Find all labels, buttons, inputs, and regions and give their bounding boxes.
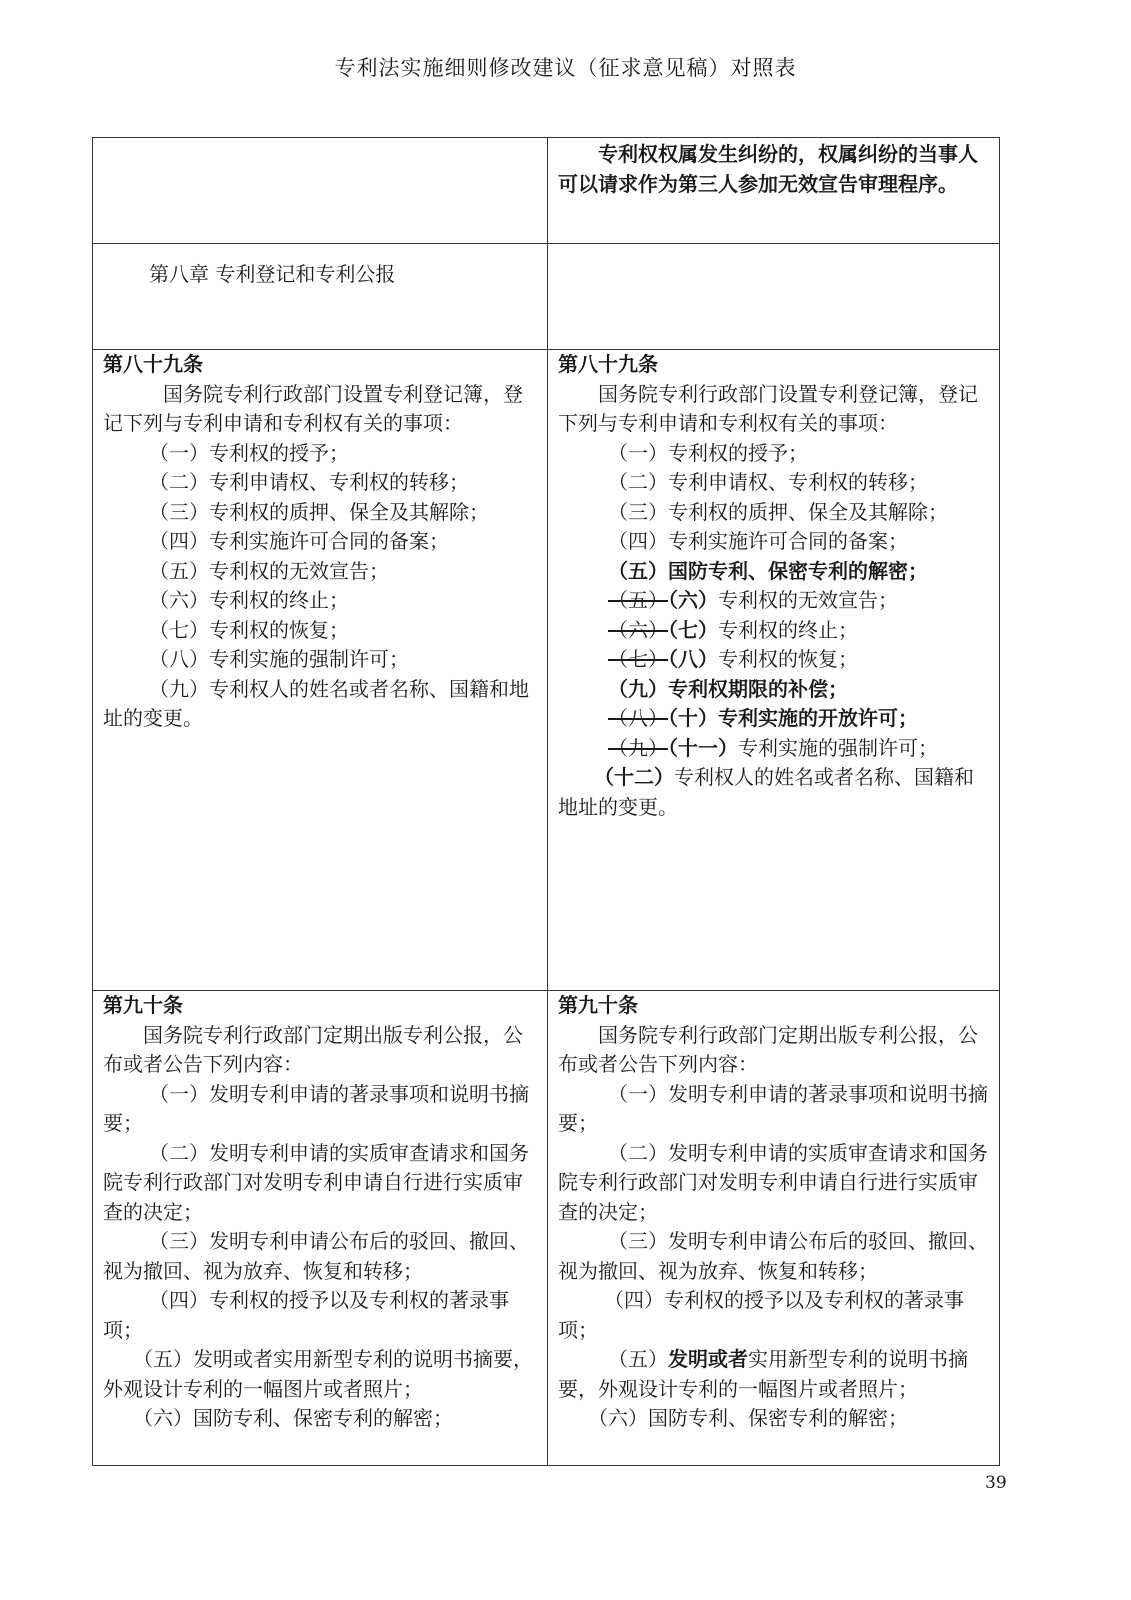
article-intro: 国务院专利行政部门设置专利登记簿，登记下列与专利申请和专利权有关的事项： [103,381,523,435]
deleted-number: （九） [608,735,668,760]
new-number: （十二） [594,765,674,789]
article-title: 第八十九条 [558,352,658,376]
deleted-number: （五） [608,588,668,612]
page-number: 39 [985,1473,1007,1493]
list-item-revised [558,763,991,822]
article-title: 第八十九条 [103,352,203,376]
list-item: （一）专利权的授予； [149,440,349,465]
revised-text: 发明或者 [668,1347,748,1371]
new-number: （六） [668,588,718,612]
list-item: （二）发明专利申请的实质审查请求和国务院专利行政部门对发明专利申请自行进行实质审查的决定； [103,1140,529,1224]
deleted-number: （七） [608,647,668,671]
comparison-table [92,137,1000,1466]
list-item: （三）专利权的质押、保全及其解除； [149,499,489,524]
item-text: 专利权的无效宣告； [718,588,898,612]
right-cell-art90 [548,991,1000,1466]
deleted-number: （八） [608,706,668,730]
deleted-number: （六） [608,617,668,642]
article-intro: 国务院专利行政部门定期出版专利公报，公布或者公告下列内容： [558,1022,978,1076]
table-row [93,350,1000,991]
new-number: （七） [668,617,718,642]
list-item-revised [558,645,991,675]
article-intro: 国务院专利行政部门定期出版专利公报，公布或者公告下列内容： [103,1022,523,1076]
item-text: 专利权人的姓名或者名称、国籍和地址的变更。 [558,765,974,819]
chapter-heading: 第八章 专利登记和专利公报 [149,262,396,286]
list-item: （一）发明专利申请的著录事项和说明书摘要； [103,1081,529,1135]
right-cell [548,244,1000,350]
list-item: （三）发明专利申请公布后的驳回、撤回、视为撤回、视为放弃、恢复和转移； [558,1229,988,1283]
list-item-revised [558,1345,991,1404]
table-row [93,991,1000,1466]
list-item: （三）发明专利申请公布后的驳回、撤回、视为撤回、视为放弃、恢复和转移； [103,1229,529,1283]
list-item: （三）专利权的质押、保全及其解除； [608,499,948,524]
item-text: 专利实施的强制许可； [738,735,938,760]
list-item: （五）专利权的无效宣告； [149,558,389,583]
list-item: （一）专利权的授予； [608,440,808,465]
left-cell [93,244,548,350]
left-cell-art90 [93,991,548,1466]
article-title: 第九十条 [103,993,183,1017]
list-item: （七）专利权的恢复； [149,617,349,642]
table-row [93,138,1000,244]
list-item: （四）专利实施许可合同的备案； [149,529,449,553]
table-row [93,244,1000,350]
new-number: （十一） [668,735,738,760]
list-item: （九）专利权人的姓名或者名称、国籍和地址的变更。 [103,676,529,730]
list-item: （二）专利申请权、专利权的转移； [149,470,469,494]
list-item: （四）专利权的授予以及专利权的著录事项； [558,1288,964,1342]
list-item: （六）国防专利、保密专利的解密； [588,1406,908,1430]
list-item: （六）专利权的终止； [149,588,349,612]
page-title: 专利法实施细则修改建议（征求意见稿）对照表 [334,56,797,80]
new-item-text: （十）专利实施的开放许可； [668,706,918,730]
list-item: （一）发明专利申请的著录事项和说明书摘要； [558,1081,988,1135]
list-item: （二）专利申请权、专利权的转移； [608,470,928,494]
list-item-added: （五）国防专利、保密专利的解密； [608,558,928,583]
list-item: （八）专利实施的强制许可； [149,647,409,671]
list-item-revised [558,586,991,616]
new-number: （八） [668,647,718,671]
list-item: （五）发明或者实用新型专利的说明书摘要，外观设计专利的一幅图片或者照片； [103,1347,533,1401]
list-item: （二）发明专利申请的实质审查请求和国务院专利行政部门对发明专利申请自行进行实质审查的决定； [558,1140,988,1224]
right-cell-art89 [548,350,1000,991]
article-title: 第九十条 [558,993,638,1017]
list-item-added: （九）专利权期限的补偿； [608,676,848,701]
left-cell [93,138,548,244]
dispute-clause: 专利权权属发生纠纷的，权属纠纷的当事人可以请求作为第三人参加无效宣告审理程序。 [558,142,978,196]
list-item-revised [558,704,991,734]
item-text: 专利权的恢复； [718,647,858,671]
list-item: （四）专利权的授予以及专利权的著录事项； [103,1288,509,1342]
item-text: 实用新型专利的说明书摘要，外观设计专利的一幅图片或者照片； [558,1347,968,1401]
list-item: （六）国防专利、保密专利的解密； [133,1406,453,1430]
list-item-revised [558,734,991,764]
article-intro: 国务院专利行政部门设置专利登记簿，登记下列与专利申请和专利权有关的事项： [558,381,978,435]
item-text: 专利权的终止； [718,617,858,642]
right-cell [548,138,1000,244]
list-item: （四）专利实施许可合同的备案； [608,529,908,553]
list-item-revised [558,616,991,646]
left-cell-art89 [93,350,548,991]
item-number: （五） [608,1347,668,1371]
